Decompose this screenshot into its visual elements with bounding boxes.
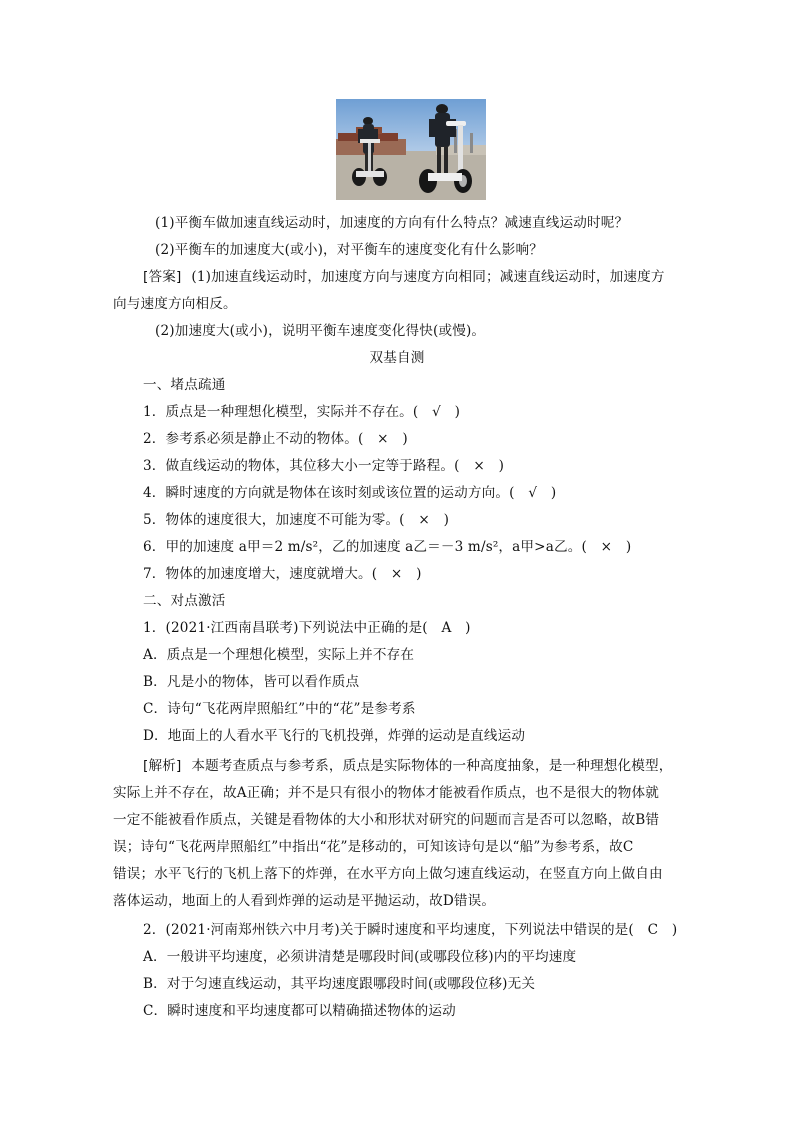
- analysis-line-6: 落体运动，地面上的人看到炸弹的运动是平抛运动，故D错误。: [113, 893, 496, 909]
- analysis-line-5: 错误；水平飞行的飞机上落下的炸弹，在水平方向上做匀速直线运动，在竖直方向上做自由: [113, 866, 663, 882]
- analysis-line-3: 一定不能被看作质点，关键是看物体的大小和形状对研究的问题而言是否可以忽略，故B错: [113, 812, 660, 828]
- analysis-text-1: 本题考查质点与参考系，质点是实际物体的一种高度抽象，是一种理想化模型，: [191, 758, 673, 774]
- mcq-1-option-b: B．凡是小的物体，皆可以看作质点: [143, 674, 360, 690]
- balance-car-illustration: [336, 99, 486, 200]
- analysis-tag: [解析]: [143, 758, 182, 774]
- blockage-item-2: 2．参考系必须是静止不动的物体。( × ): [143, 431, 408, 447]
- analysis-line-1: [143, 757, 672, 775]
- blockage-item-6: 6．甲的加速度 a甲＝2 m/s²，乙的加速度 a乙＝－3 m/s²，a甲>a乙。( × ): [143, 539, 632, 555]
- mcq-2-option-c: C．瞬时速度和平均速度都可以精确描述物体的运动: [143, 1003, 456, 1019]
- part1-heading: 一、堵点疏通: [143, 377, 226, 393]
- blockage-item-1: 1．质点是一种理想化模型，实际并不存在。( √ ): [143, 404, 461, 420]
- answer-1-continuation: 向与速度方向相反。: [113, 296, 237, 312]
- answer-tag: [答案]: [143, 269, 182, 285]
- blockage-item-7: 7．物体的加速度增大，速度就增大。( × ): [143, 566, 422, 582]
- mcq-1-option-a: A．质点是一个理想化模型，实际上并不存在: [143, 647, 415, 663]
- section-title: 双基自测: [369, 350, 425, 366]
- mcq-1-option-d: D．地面上的人看水平飞行的飞机投弹，炸弹的运动是直线运动: [143, 728, 526, 744]
- mcq-1-option-c: C．诗句“飞花两岸照船红”中的“花”是参考系: [143, 701, 416, 717]
- blockage-item-5: 5．物体的速度很大，加速度不可能为零。( × ): [143, 512, 450, 528]
- mcq-1-stem: 1．(2021·江西南昌联考)下列说法中正确的是( A ): [143, 620, 471, 636]
- mcq-2-option-a: A．一般讲平均速度，必须讲清楚是哪段时间(或哪段位移)内的平均速度: [143, 949, 577, 965]
- part2-heading: 二、对点激活: [143, 593, 226, 609]
- answer-1-text: (1)加速直线运动时，加速度方向与速度方向相同；减速直线运动时，加速度方: [191, 269, 665, 285]
- blockage-item-4: 4．瞬时速度的方向就是物体在该时刻或该位置的运动方向。( √ ): [143, 485, 557, 501]
- balance-car-photo: [336, 99, 486, 200]
- blockage-item-3: 3．做直线运动的物体，其位移大小一定等于路程。( × ): [143, 458, 505, 474]
- question-2: (2)平衡车的加速度大(或小)，对平衡车的速度变化有什么影响？: [155, 242, 543, 258]
- question-1: (1)平衡车做加速直线运动时，加速度的方向有什么特点？减速直线运动时呢？: [155, 215, 629, 231]
- answer-2: (2)加速度大(或小)，说明平衡车速度变化得快(或慢)。: [155, 323, 486, 339]
- mcq-2-option-b: B．对于匀速直线运动，其平均速度跟哪段时间(或哪段位移)无关: [143, 976, 536, 992]
- mcq-2-stem: 2．(2021·河南郑州铁六中月考)关于瞬时速度和平均速度，下列说法中错误的是( C ): [143, 922, 678, 938]
- answer-line-1: [143, 268, 665, 286]
- analysis-line-2: 实际上并不存在，故A正确；并不是只有很小的物体才能被看作质点，也不是很大的物体就: [113, 785, 659, 801]
- analysis-line-4: 误；诗句“飞花两岸照船红”中指出“花”是移动的，可知该诗句是以“船”为参考系，故C: [113, 839, 634, 855]
